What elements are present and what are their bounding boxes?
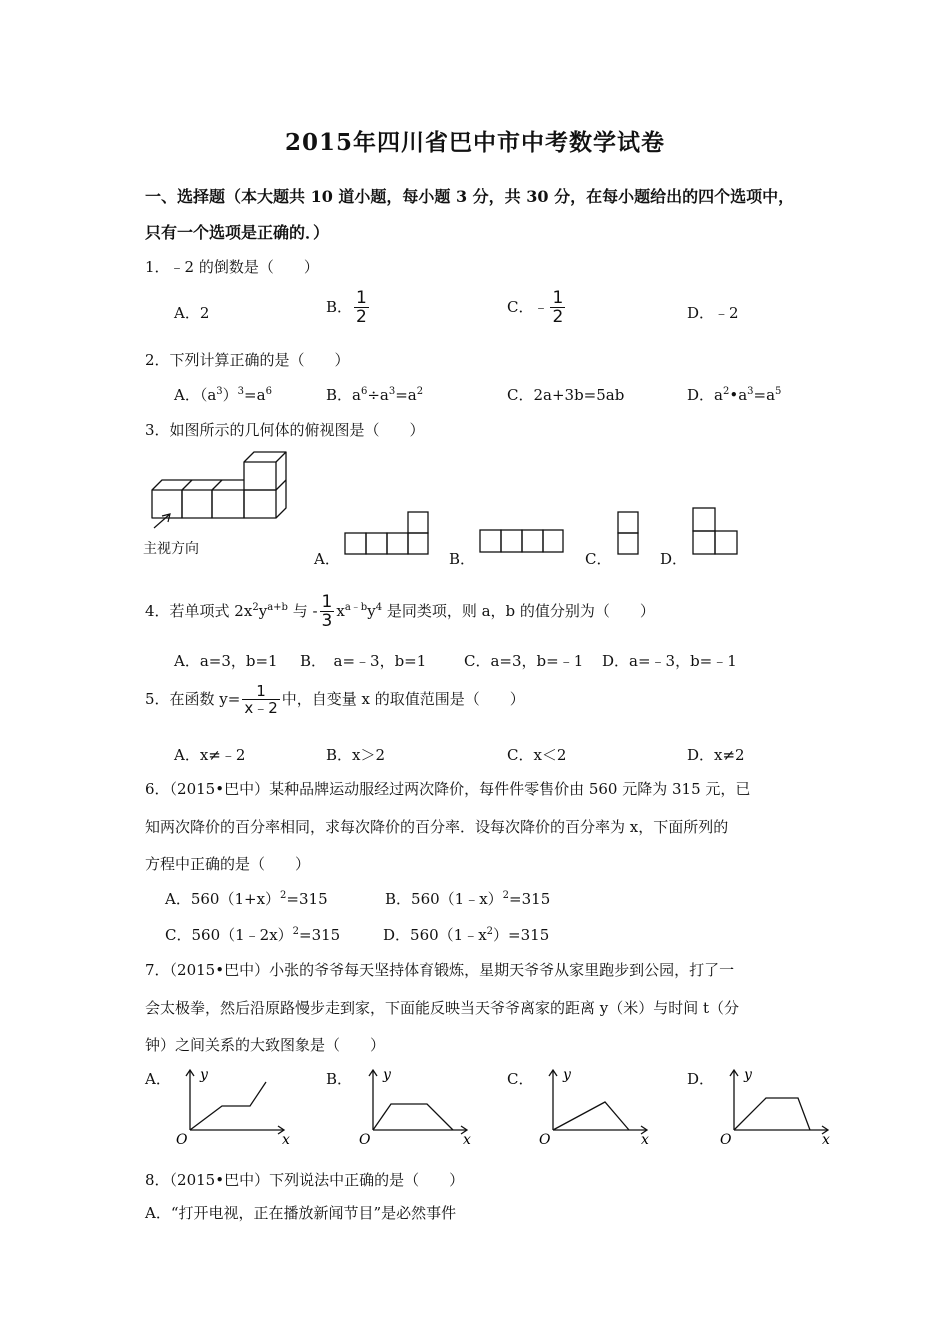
question-5-option-c: C．x＜2 [507,746,567,764]
question-5-option-d: D．x≠2 [687,746,745,764]
question-5-stem: 5．在函数 y= $\frac{1}{x﹣2}$ 中，自变量 x 的取值范围是（ ） [145,682,525,717]
question-7-option-d-graph [716,1064,844,1154]
origin-label: O [720,1132,732,1148]
question-1-option-c [507,290,567,326]
question-3-option-b-label: B． [449,550,476,568]
question-2-option-b: B．$a^6\div a^3=a^2$ [326,386,424,404]
origin-label: O [359,1132,371,1148]
question-7-option-c-label: C． [507,1070,534,1088]
question-3-stem: 3．如图所示的几何体的俯视图是（ ） [145,421,425,439]
question-5-option-b: B．x＞2 [326,746,386,764]
question-5-option-a: A．x≠﹣2 [174,746,246,764]
question-7-option-a-graph [172,1064,300,1154]
fraction-numerator: 1 [552,288,564,308]
question-3-option-c-label: C． [585,550,612,568]
axis-label-x: x [463,1132,471,1148]
solid-figure-diagram [140,450,310,530]
question-6-line2: 知两次降价的百分率相同，求每次降价的百分率．设每次降价的百分率为 x，下面所列的 [145,818,729,836]
fraction-denominator: 2 [356,307,367,327]
question-7-line1: 7．（2015•巴中）小张的爷爷每天坚持体育锻炼，星期天爷爷从家里跑步到公园，打了一 [145,961,735,979]
axis-label-x: x [822,1132,830,1148]
question-8-option-a: A．“打开电视，正在播放新闻节目”是必然事件 [145,1204,457,1222]
option-c-label: C．﹣ [507,298,549,316]
question-2-option-c: C．2a+3b=5ab [507,386,625,404]
fraction-one-over-x-minus-2: $\frac{1}{x﹣2}$ [244,682,278,717]
section-heading-line1: 一、选择题（本大题共 10 道小题，每小题 3 分，共 30 分，在每小题给出的四个选项中， [145,187,795,206]
question-3-option-a-figure [344,510,430,556]
question-1-option-a: A．2 [174,304,210,322]
origin-label: O [539,1132,551,1148]
question-8-stem: 8．（2015•巴中）下列说法中正确的是（ ） [145,1171,465,1189]
fraction-one-third: $\frac{1}{3}$ [321,592,333,631]
fraction-numerator: 1 [356,288,367,308]
question-4-option-b: B． a=﹣3，b=1 [300,652,427,670]
question-6-line1: 6．（2015•巴中）某种品牌运动服经过两次降价，每件件零售价由 560 元降为 315 元，已 [145,780,751,798]
question-6-option-b: B．560（1﹣x）$^2$=315 [385,890,551,908]
question-2-stem: 2．下列计算正确的是（ ） [145,351,350,369]
question-6-option-c: C．560（1﹣2x）$^2$=315 [165,926,341,944]
question-4-option-d: D．a=﹣3，b=﹣1 [602,652,737,670]
question-6-option-a: A．$560(1+x)^2=315$ [165,890,328,908]
section-heading-line2: 只有一个选项是正确的．） [145,223,330,242]
question-7-option-d-label: D． [687,1070,715,1088]
option-b-label: B． [326,298,353,316]
question-3-option-a-label: A． [314,550,340,568]
question-1-option-b [326,290,371,326]
question-7-option-a-label: A． [145,1070,171,1088]
axis-label-y: y [200,1067,208,1083]
axis-label-y: y [744,1067,752,1083]
question-3-option-b-figure [479,528,565,554]
view-direction-arrow [154,514,170,528]
question-1-stem: 1．﹣2 的倒数是（ ） [145,258,319,276]
fraction-one-half [354,290,369,326]
question-3-option-d-figure [691,506,741,556]
question-2-option-d: D．$a^2•a^3=a^5$ [687,386,782,404]
question-7-option-b-label: B． [326,1070,353,1088]
view-direction-caption: 主视方向 [143,541,199,557]
question-4-option-a: A．a=3，b=1 [174,652,278,670]
question-7-line3: 钟）之间关系的大致图象是（ ） [145,1036,386,1054]
fraction-one-half [550,290,565,326]
question-2-option-a: A．$(a^3)^3=a^6$ [174,386,272,404]
origin-label: O [176,1132,188,1148]
question-6-line3: 方程中正确的是（ ） [145,855,311,873]
question-3-option-c-figure [616,510,640,556]
question-7-line2: 会太极拳，然后沿原路慢步走到家，下面能反映当天爷爷离家的距离 y（米）与时间 t（分 [145,999,740,1017]
axis-label-y: y [563,1067,571,1083]
question-6-option-d: D．$560(1﹣x^2)=315$ [383,926,550,944]
question-7-option-b-graph [355,1064,483,1154]
axis-label-x: x [641,1132,649,1148]
question-4-option-c: C．a=3，b=﹣1 [464,652,584,670]
question-7-option-c-graph [535,1064,663,1154]
paper-title: 2015年四川省巴中市中考数学试卷 [284,129,665,156]
axis-label-y: y [383,1067,391,1083]
question-1-option-d: D．﹣2 [687,304,739,322]
axis-label-x: x [282,1132,290,1148]
fraction-denominator: 2 [552,307,564,327]
question-4-stem: 4．若单项式 $2x^2y^{a+b}$ 与 - $\frac{1}{3}$ $x^{a﹣b}y^4$ 是同类项，则 a，b 的值分别为（ ） [145,592,655,631]
question-3-option-d-label: D． [660,550,688,568]
